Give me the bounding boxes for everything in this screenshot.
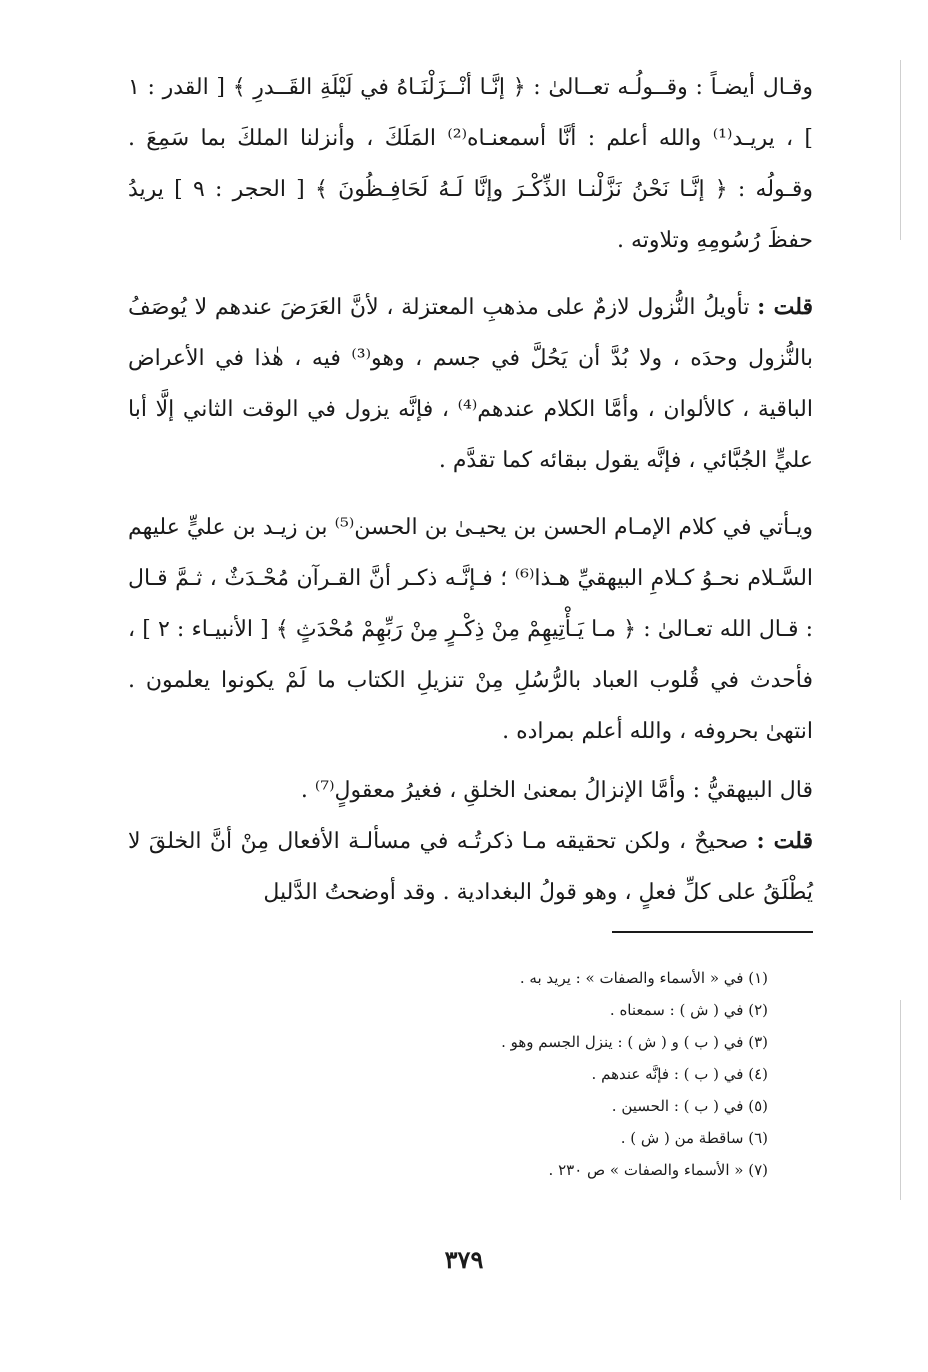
scan-edge-mark-bottom xyxy=(900,1000,901,1200)
footnote-3: (٣) في ( ب ) و ( ش ) : ينزل الجسم وهو . xyxy=(501,1033,768,1051)
paragraph-2-text: تأويلُ النُّزول لازمٌ على مذهبِ المعتزلة ، لأنَّ العَرَضَ عندهم لا يُوصَفُ بالنُّزول وحدَه ، ولا بُدَّ أن يَحُلَّ في جسم ، وهو⁽³⁾ فيه ، هٰذا في الأعراض الباقية ، كالألوان ، وأمَّا الكلام عندهم⁽⁴⁾ ، فإنَّه يزول في الوقت الثاني إلَّا أبا عليٍّ الجُبَّائي ، فإنَّه يقول ببقائه كما تقدَّم . xyxy=(128,295,814,473)
scan-edge-mark-top xyxy=(900,60,901,240)
footnote-5: (٥) في ( ب ) : الحسين . xyxy=(611,1097,768,1115)
main-text xyxy=(128,62,813,918)
paragraph-5-label: قلت : xyxy=(756,828,813,854)
footnote-4: (٤) في ( ب ) : فإنَّه عندهم . xyxy=(591,1065,768,1083)
paragraph-5-text: صحيحٌ ، ولكن تحقيقه مـا ذكرتُـه في مسألـة الأفعال مِنْ أنَّ الخلقَ لا يُطْلَقُ على كلِّ فعلٍ ، وهو قولُ البغدادية . وقد أوضحتُ الدَّليل xyxy=(128,829,813,905)
page-number: ٣٧٩ xyxy=(444,1245,484,1274)
paragraph-3 xyxy=(128,502,813,757)
paragraph-3-text: ويـأتي في كلام الإمـام الحسن بن يحيـىٰ بن الحسن⁽⁵⁾ بن زيـد بن عليٍّ عليهم السَّـلام نحـوُ كـلامِ البيهقيِّ هـذا⁽⁶⁾ ؛ فـإنَّـه ذكـر أنَّ القـرآن مُحْـدَثٌ ، ثـمَّ قـال : قـال الله تعـالىٰ : ﴿ مـا يَـأْتِيهِمْ مِنْ ذِكْـرٍ مِنْ رَبِّهِمْ مُحْدَثٍ ﴾ [ الأنبيـاء : ٢ ] ، فأحدث في قُلوب العباد بالرُّسُلِ مِنْ تنزيلِ الكتاب ما لَمْ يكونوا يعلمون . انتهىٰ بحروفه ، والله أعلم بمراده . xyxy=(128,515,814,744)
paragraph-2-label: قلت : xyxy=(757,294,813,320)
paragraph-1-text: وقـال أيضـاً : وقــولُـه تعــالىٰ : ﴿ إنَّـا أنْــزَلْنَـاهُ في لَيْلَةِ القَــدرِ ﴾ [ القدر : ١ ] ، يريـد⁽¹⁾ والله أعلم : أنَّا أسمعنـاه⁽²⁾ المَلَكَ ، وأنزلنا الملكَ بما سَمِعَ . وقـولُه : ﴿ إنَّـا نَحْنُ نَزَّلْنـا الذِّكْـرَ وإنَّا لَـهُ لَحَافِـظُونَ ﴾ [ الحجر : ٩ ] يريدُ حفظَ رُسُومِهِ وتلاوته . xyxy=(128,75,813,253)
paragraph-4-text: قال البيهقيُّ : وأمَّا الإنزالُ بمعنىٰ الخلقِ ، فغيرُ معقولٍ⁽⁷⁾ . xyxy=(300,778,813,803)
footnote-1: (١) في « الأسماء والصفات » : يريد به . xyxy=(519,969,768,987)
footnote-6: (٦) ساقطة من ( ش ) . xyxy=(620,1129,768,1147)
footnote-2: (٢) في ( ش ) : سمعناه . xyxy=(609,1001,768,1019)
footnote-7: (٧) « الأسماء والصفات » ص ٢٣٠ . xyxy=(548,1161,768,1179)
paragraph-2 xyxy=(128,282,813,486)
paragraph-5 xyxy=(128,816,813,918)
paragraph-4 xyxy=(128,765,813,816)
footnotes-list xyxy=(300,962,768,1186)
paragraph-1 xyxy=(128,62,813,266)
footnote-divider xyxy=(612,931,813,933)
